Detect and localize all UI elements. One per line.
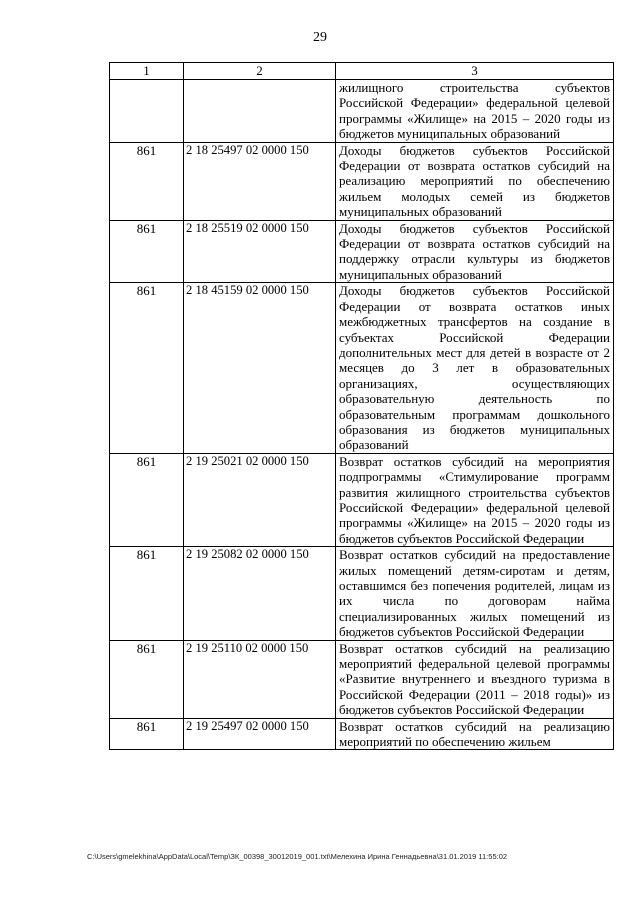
- budget-code-cell: 2 19 25082 02 0000 150: [184, 547, 336, 640]
- budget-code-cell: 2 18 25519 02 0000 150: [184, 220, 336, 283]
- header-col3: 3: [336, 63, 614, 80]
- table-row: [110, 80, 614, 143]
- header-col2: 2: [184, 63, 336, 80]
- budget-code-cell: 2 19 25021 02 0000 150: [184, 453, 336, 546]
- table-row: [110, 142, 614, 220]
- admin-code-cell: [110, 80, 184, 143]
- admin-code-cell: 861: [110, 220, 184, 283]
- description-cell: Возврат остатков субсидий на мероприятия подпрограммы «Стимулирование программ развития жилищного строительства субъектов Российской Федерации» федеральной целевой программы «Жилище» на 2015 – 2020 годы из бюджетов субъектов Российской Федерации: [336, 453, 614, 546]
- table-row: [110, 453, 614, 546]
- admin-code-cell: 861: [110, 640, 184, 718]
- table-row: [110, 283, 614, 453]
- table-header-row: [110, 63, 614, 80]
- budget-code-cell: 2 18 45159 02 0000 150: [184, 283, 336, 453]
- description-cell: Возврат остатков субсидий на предоставление жилых помещений детям-сиротам и детям, оставшимся без попечения родителей, лицам из их числа по договорам найма специализированных жилых помещений из бюджетов субъектов Российской Федерации: [336, 547, 614, 640]
- admin-code-cell: 861: [110, 283, 184, 453]
- table-row: [110, 547, 614, 640]
- admin-code-cell: 861: [110, 453, 184, 546]
- budget-code-cell: 2 19 25110 02 0000 150: [184, 640, 336, 718]
- table-row: [110, 220, 614, 283]
- file-path-footer: C:\Users\gmelekhina\AppData\Local\Temp\ЗК_00398_30012019_001.txt\Мелехина Ирина Геннадьевна\31.01.2019 11:55:02: [87, 852, 508, 861]
- budget-code-cell: 2 18 25497 02 0000 150: [184, 142, 336, 220]
- admin-code-cell: 861: [110, 718, 184, 750]
- description-cell: Возврат остатков субсидий на реализацию мероприятий федеральной целевой программы «Развитие внутреннего и въездного туризма в Российской Федерации (2011 – 2018 годы)» из бюджетов субъектов Российской Федерации: [336, 640, 614, 718]
- admin-code-cell: 861: [110, 547, 184, 640]
- description-cell: Доходы бюджетов субъектов Российской Федерации от возврата остатков субсидий на реализацию мероприятий по обеспечению жильем молодых семей из бюджетов муниципальных образований: [336, 142, 614, 220]
- budget-code-cell: [184, 80, 336, 143]
- description-cell: Доходы бюджетов субъектов Российской Федерации от возврата остатков иных межбюджетных трансфертов на создание в субъектах Российской Федерации дополнительных мест для детей в возрасте от 2 месяцев до 3 лет в образовательных организациях, осуществляющих образовательную деятельность по образовательным программам дошкольного образования из бюджетов муниципальных образований: [336, 283, 614, 453]
- page-number: 29: [313, 30, 327, 45]
- table-row: [110, 640, 614, 718]
- description-cell: Доходы бюджетов субъектов Российской Федерации от возврата остатков субсидий на поддержку отрасли культуры из бюджетов муниципальных образований: [336, 220, 614, 283]
- revenue-codes-table: [109, 62, 614, 750]
- header-col1: 1: [110, 63, 184, 80]
- description-cell: Возврат остатков субсидий на реализацию мероприятий по обеспечению жильем: [336, 718, 614, 750]
- budget-code-cell: 2 19 25497 02 0000 150: [184, 718, 336, 750]
- admin-code-cell: 861: [110, 142, 184, 220]
- description-cell: жилищного строительства субъектов Российской Федерации» федеральной целевой программы «Жилище» на 2015 – 2020 годы из бюджетов муниципальных образований: [336, 80, 614, 143]
- table-row: [110, 718, 614, 750]
